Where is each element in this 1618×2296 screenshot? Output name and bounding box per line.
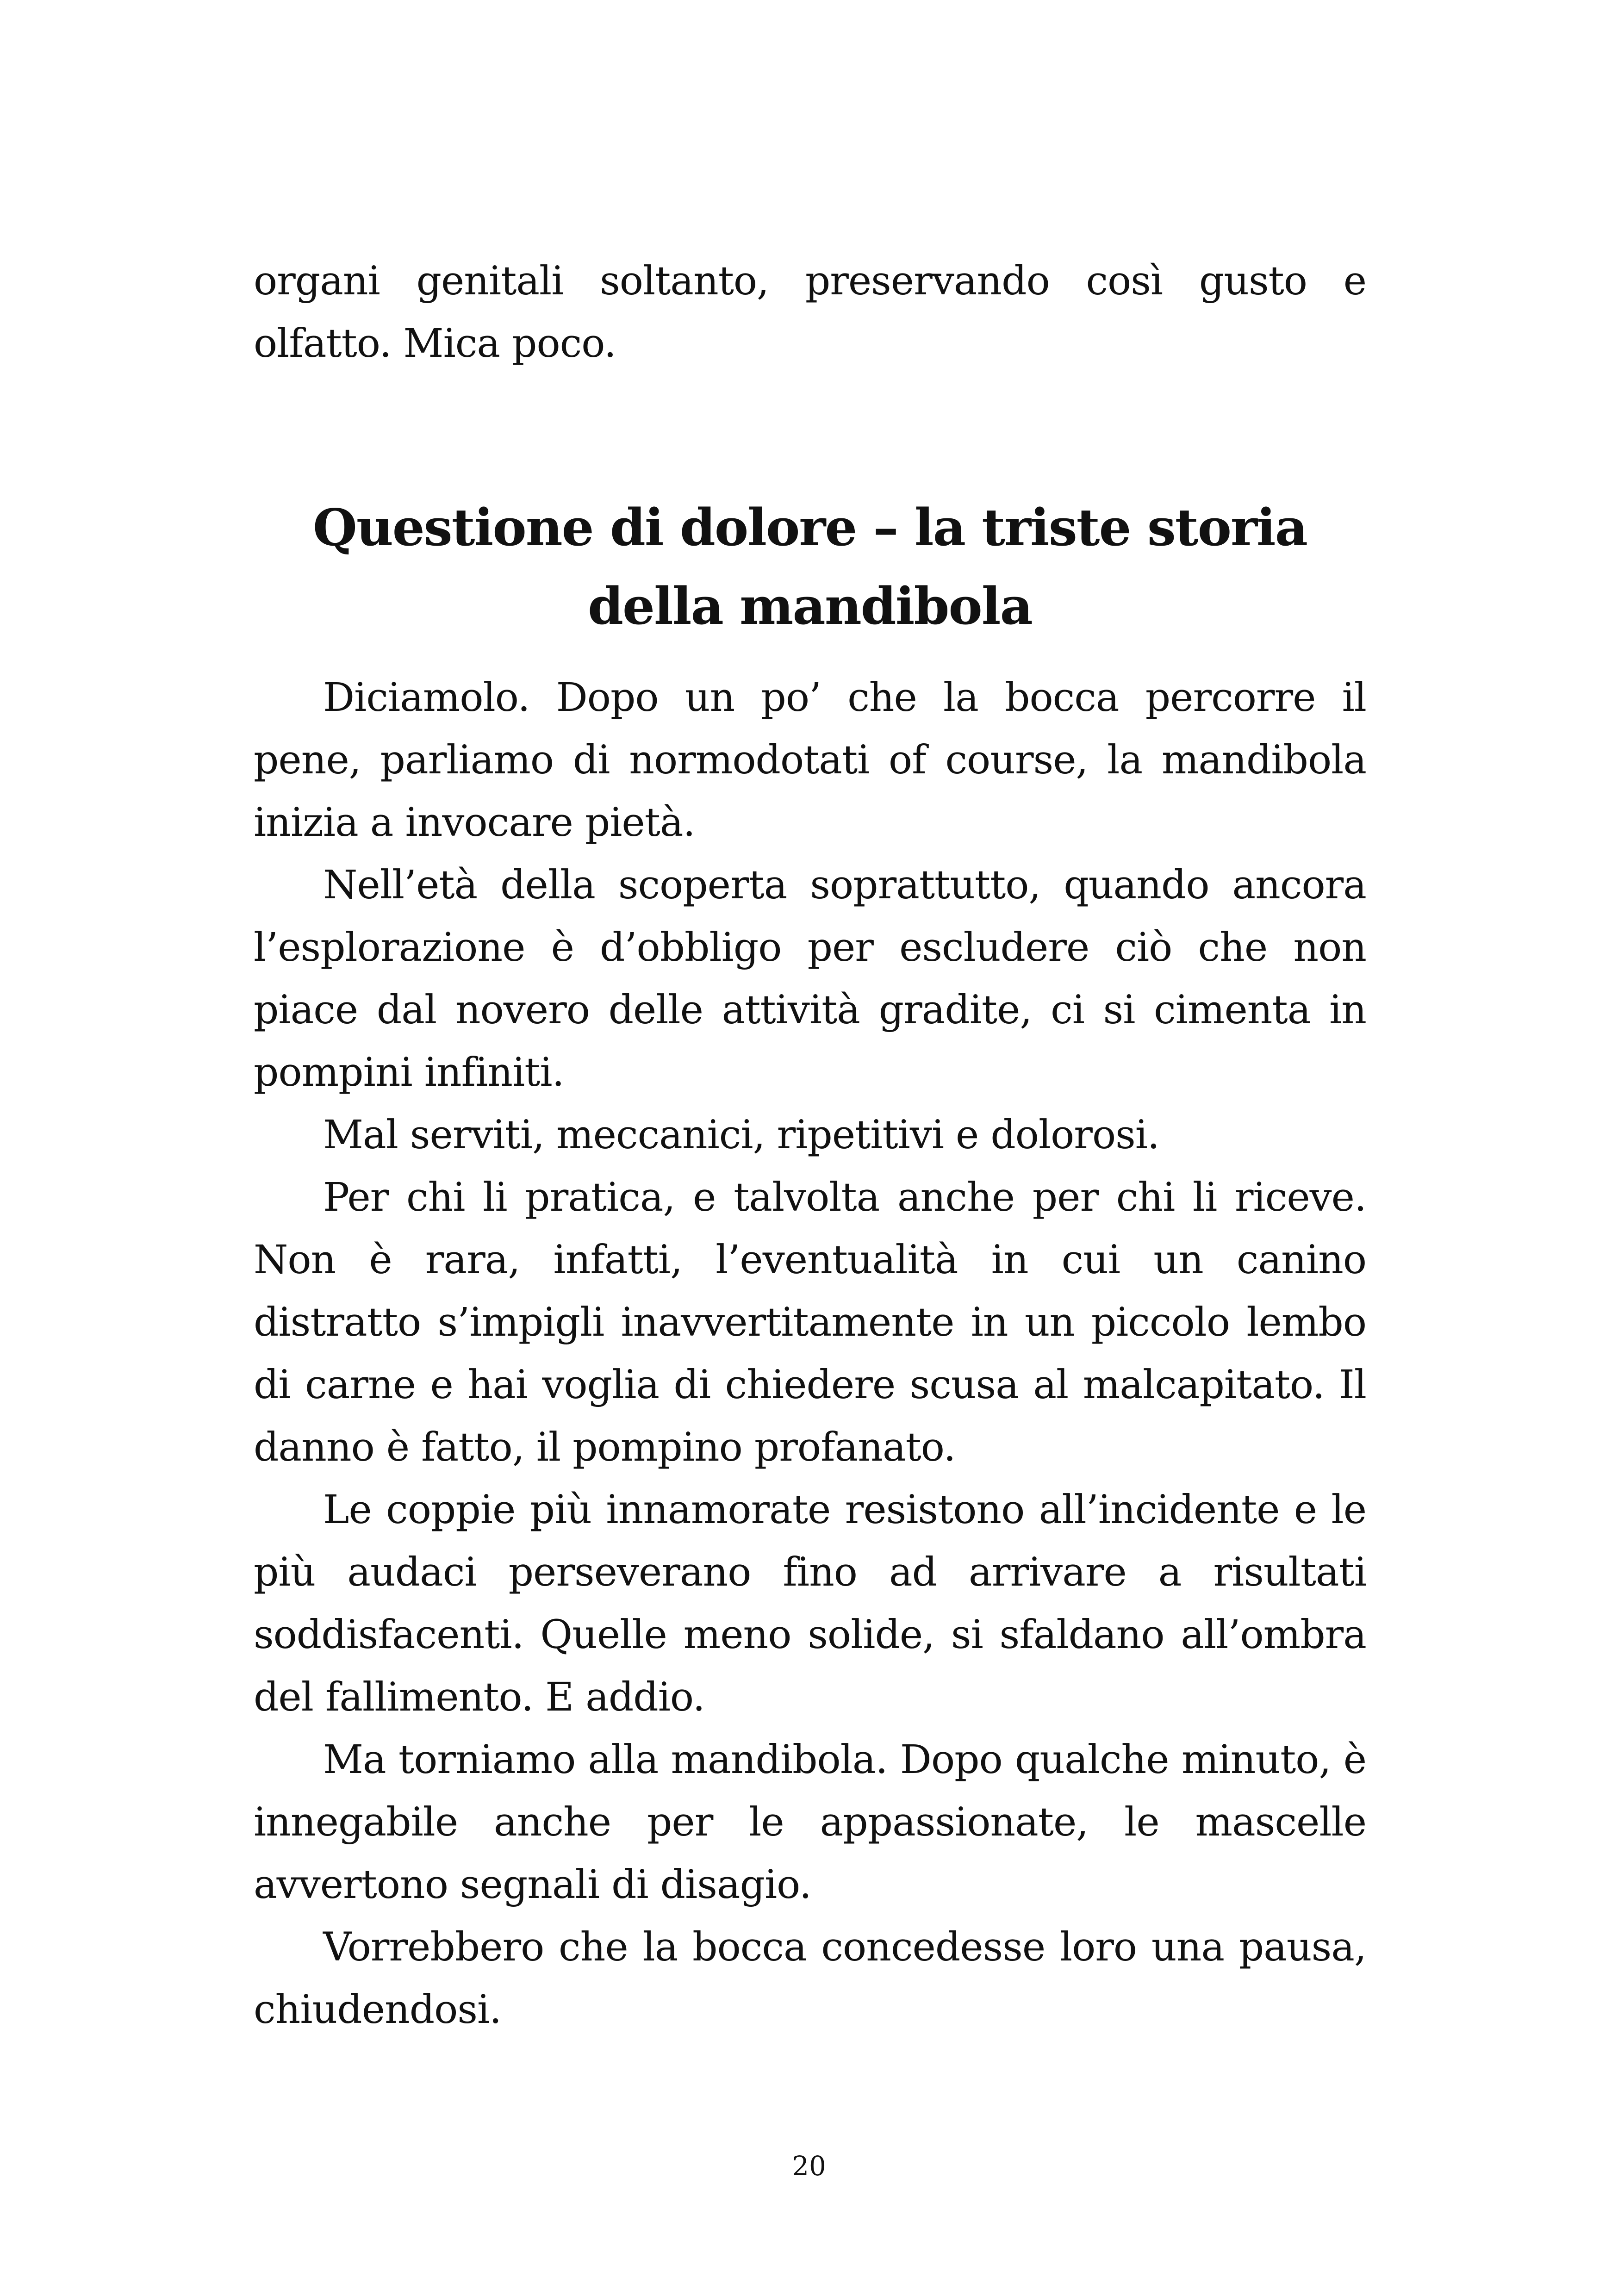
paragraph: Per chi li pratica, e talvolta anche per chi li riceve. Non è rara, infatti, l’eventualità in cui un canino distratto s’impigli inavvertitamente in un piccolo lembo di carne e hai voglia di chiedere scusa al malcapitato. Il danno è fatto, il pompino profanato. [254,1175,1366,1470]
chapter-heading [254,488,1366,646]
paragraph: Mal serviti, meccanici, ripetitivi e dolorosi. [323,1112,1159,1158]
paragraph: Diciamolo. Dopo un po’ che la bocca percorre il pene, parliamo di normodotati of course, la mandibola inizia a invocare pietà. [254,675,1366,846]
chapter-heading-line-2: della mandibola [588,576,1032,636]
paragraph: Le coppie più innamorate resistono all’incidente e le più audaci perseverano fino ad arrivare a risultati soddisfacenti. Quelle meno solide, si sfaldano all’ombra del fallimento. E addio. [254,1487,1366,1720]
chapter-heading-line-1: Questione di dolore – la triste storia [313,498,1307,557]
paragraph: Vorrebbero che la bocca concedesse loro una pausa, chiudendosi. [254,1924,1366,2033]
paragraph: Nell’età della scoperta soprattutto, quando ancora l’esplorazione è d’obbligo per escludere ciò che non piace dal novero delle attività gradite, ci si cimenta in pompini infiniti. [254,862,1366,1095]
lead-in-text [254,250,1366,375]
lead-in-paragraph: organi genitali soltanto, preservando così gusto e olfatto. Mica poco. [254,258,1366,367]
page-number: 20 [792,2150,826,2182]
chapter-body [254,666,1366,2041]
paragraph: Ma torniamo alla mandibola. Dopo qualche minuto, è innegabile anche per le appassionate, le mascelle avvertono segnali di disagio. [254,1737,1366,1908]
